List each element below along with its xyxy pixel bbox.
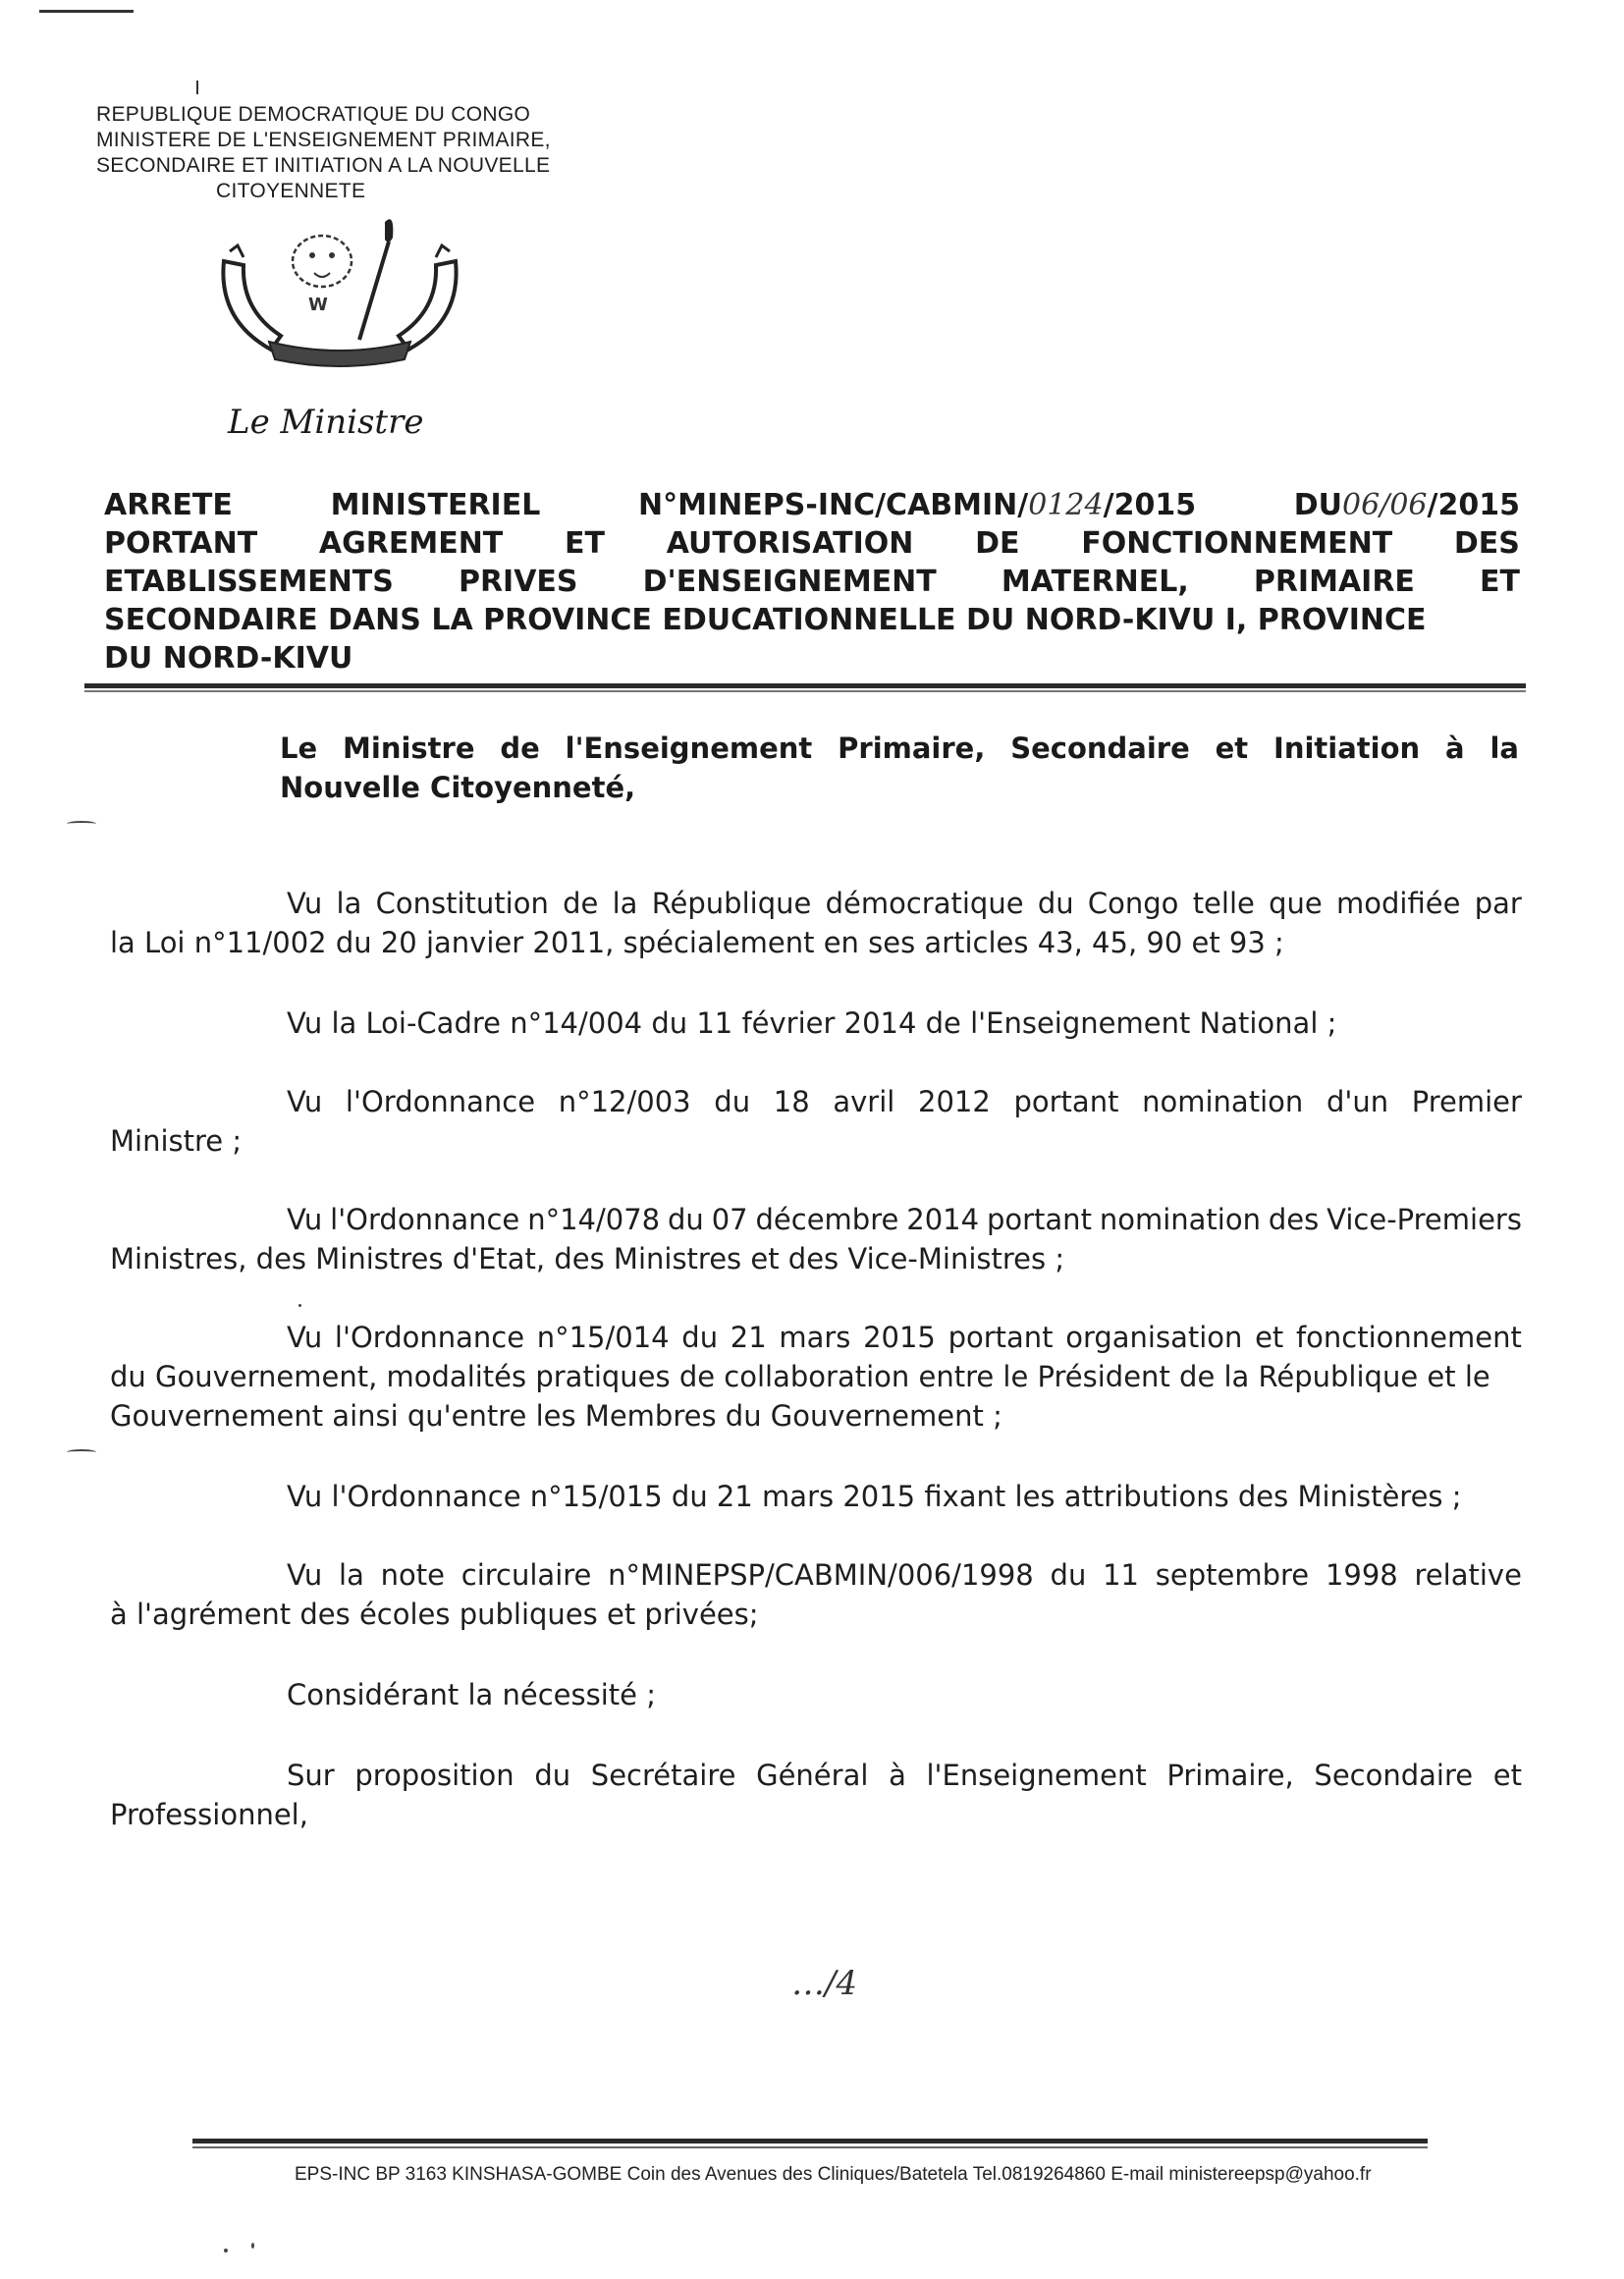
recital-word: avril (833, 1085, 895, 1118)
title-line-4: SECONDAIRE DANS LA PROVINCE EDUCATIONNELLE DU NORD-KIVU I, PROVINCE (104, 603, 1427, 637)
recital-line: à l'agrément des écoles publiques et privées; (110, 1598, 759, 1631)
recital-word: 2015 (863, 1321, 936, 1354)
recital-paragraph (110, 1004, 1522, 1043)
recital-first-line (110, 1318, 1522, 1357)
recital-word: proposition (354, 1759, 514, 1792)
preamble-line-2: Nouvelle Citoyenneté, (280, 771, 636, 804)
title-word: DU (1293, 488, 1343, 522)
recital-line: la Loi n°11/002 du 20 janvier 2011, spécialement en ses articles 43, 45, 90 et 93 ; (110, 926, 1284, 959)
title-word: DES (1453, 526, 1520, 561)
recital-first-line: Vu l'Ordonnance n°15/015 du 21 mars 2015 fixant les attributions des Ministères ; (287, 1480, 1462, 1513)
title-word: PORTANT (104, 526, 258, 561)
title-word: MINISTERIEL (330, 488, 541, 522)
title-word: ETABLISSEMENTS (104, 565, 394, 599)
recital-first-line (110, 1555, 1522, 1595)
recital-paragraph (110, 1555, 1522, 1634)
title-word: /2015 (1427, 488, 1520, 522)
preamble-word: Secondaire (1010, 732, 1190, 765)
title-word: ARRETE (104, 488, 233, 522)
handwritten-date: 06/06 (1342, 488, 1428, 522)
recital-word: la (612, 887, 638, 920)
scan-speck (251, 2243, 254, 2249)
recital-first-line: Vu la Loi-Cadre n°14/004 du 11 février 2014 de l'Enseignement National ; (287, 1006, 1337, 1040)
recital-word: Général (756, 1759, 869, 1792)
title-line-5: DU NORD-KIVU (104, 641, 353, 676)
page-continuation-mark: …/4 (791, 1964, 858, 2003)
footer-rule (192, 2146, 1428, 2148)
recital-first-line (110, 884, 1522, 923)
title-word: PRIVES (458, 565, 578, 599)
scan-speck (298, 1304, 301, 1307)
recital-word: 2012 (918, 1085, 991, 1118)
recital-word: Premier (1411, 1085, 1522, 1118)
handwritten-number: 0124 (1028, 488, 1104, 522)
title-word: PRIMAIRE (1253, 565, 1415, 599)
recital-word: nomination (1099, 1203, 1261, 1236)
recital-word: par (1474, 887, 1522, 920)
title-word: ET (565, 526, 605, 561)
recital-word: décembre (755, 1203, 899, 1236)
recital-paragraph (110, 1756, 1522, 1834)
recital-word: l'Enseignement (926, 1759, 1147, 1792)
recital-word: telle (1192, 887, 1255, 920)
recital-word: du (668, 1203, 704, 1236)
recital-word: du (534, 1759, 571, 1792)
preamble-word: Primaire, (838, 732, 986, 765)
title-word: AGREMENT (318, 526, 504, 561)
recital-word: République (651, 887, 812, 920)
recital-word: Constitution (375, 887, 549, 920)
signatory-title: Le Ministre (228, 403, 424, 442)
recital-word: Vu (287, 1321, 323, 1354)
title-word: MATERNEL, (1001, 565, 1189, 599)
recital-word: et (1492, 1759, 1522, 1792)
title-word: ET (1480, 565, 1520, 599)
recital-line: Ministres, des Ministres d'Etat, des Ministres et des Vice-Ministres ; (110, 1242, 1065, 1275)
preamble-word: Ministre (343, 732, 475, 765)
letterhead-country: REPUBLIQUE DEMOCRATIQUE DU CONGO (96, 103, 531, 126)
footer-address: EPS-INC BP 3163 KINSHASA-GOMBE Coin des Avenues des Cliniques/Batetela Tel.0819264860 E-mail ministereepsp@yahoo.fr (295, 2164, 1372, 2185)
recital-word: n°MINEPSP/CABMIN/006/1998 (608, 1558, 1034, 1592)
recital-word: du (1037, 887, 1074, 920)
recital-word: n°14/078 (527, 1203, 661, 1236)
recital-word: l'Ordonnance (330, 1203, 520, 1236)
recital-word: n°12/003 (558, 1085, 691, 1118)
recital-word: du (714, 1085, 751, 1118)
recital-word: 2014 (906, 1203, 980, 1236)
recital-word: 11 (1103, 1558, 1140, 1592)
letterhead-ministry-line1: MINISTERE DE L'ENSEIGNEMENT PRIMAIRE, (96, 129, 551, 151)
recital-word: 07 (711, 1203, 748, 1236)
recital-word: l'Ordonnance (345, 1085, 536, 1118)
recital-word: relative (1414, 1558, 1522, 1592)
recital-word: démocratique (825, 887, 1024, 920)
recital-paragraph (110, 1675, 1522, 1714)
recital-first-line (110, 1756, 1522, 1795)
recital-word: à (889, 1759, 906, 1792)
recital-paragraph (110, 1082, 1522, 1161)
recital-first-line (110, 1082, 1522, 1121)
recital-word: septembre (1155, 1558, 1310, 1592)
recital-word: note (380, 1558, 445, 1592)
svg-text:W: W (308, 295, 328, 315)
recital-word: et (1255, 1321, 1284, 1354)
recital-word: la (336, 887, 362, 920)
recital-word: d'un (1326, 1085, 1389, 1118)
title-word: N°MINEPS-INC/CABMIN/ (638, 488, 1029, 522)
preamble-word: l'Enseignement (565, 732, 813, 765)
recital-paragraph (110, 1477, 1522, 1516)
preamble-word: la (1489, 732, 1519, 765)
preamble-word: à (1445, 732, 1465, 765)
recital-word: fonctionnement (1295, 1321, 1522, 1354)
preamble-word: Le (280, 732, 318, 765)
recital-word: Secrétaire (590, 1759, 736, 1792)
letterhead-ministry-line2: SECONDAIRE ET INITIATION A LA NOUVELLE (96, 154, 551, 177)
recital-line: Ministre ; (110, 1124, 243, 1158)
recital-word: portant (947, 1321, 1054, 1354)
title-word: /2015 (1103, 488, 1197, 522)
scan-speck (224, 2249, 228, 2252)
recital-word: Vu (287, 1203, 323, 1236)
title-word: DE (975, 526, 1020, 561)
recital-word: portant (986, 1203, 1092, 1236)
recital-word: Congo (1087, 887, 1179, 920)
recital-paragraph (110, 1200, 1522, 1278)
recital-word: circulaire (460, 1558, 592, 1592)
recital-word: 1998 (1325, 1558, 1398, 1592)
title-word: D'ENSEIGNEMENT (642, 565, 937, 599)
letterhead-ministry-line3: CITOYENNETE (216, 180, 366, 202)
title-word: FONCTIONNEMENT (1081, 526, 1393, 561)
recital-word: l'Ordonnance (334, 1321, 525, 1354)
recital-word: Vu (287, 1085, 323, 1118)
preamble-word: et (1215, 732, 1249, 765)
recital-paragraph (110, 884, 1522, 962)
footer-rule (192, 2139, 1428, 2143)
recital-word: des (1268, 1203, 1320, 1236)
recital-word: de (563, 887, 599, 920)
recital-paragraph (110, 1318, 1522, 1436)
recital-word: mars (779, 1321, 851, 1354)
recital-word: Vu (287, 1558, 323, 1592)
recital-word: modifiée (1336, 887, 1461, 920)
recital-word: Primaire, (1166, 1759, 1294, 1792)
title-word: AUTORISATION (666, 526, 914, 561)
recital-line: du Gouvernement, modalités pratiques de collaboration entre le Président de la République et le (110, 1360, 1490, 1393)
recital-first-line: Considérant la nécessité ; (287, 1678, 656, 1711)
preamble-word: Initiation (1273, 732, 1421, 765)
recital-word: Sur (287, 1759, 335, 1792)
recital-line: Gouvernement ainsi qu'entre les Membres du Gouvernement ; (110, 1399, 1002, 1433)
recital-word: portant (1013, 1085, 1119, 1118)
recital-word: 21 (730, 1321, 767, 1354)
recital-word: du (681, 1321, 719, 1354)
recital-word: organisation (1065, 1321, 1243, 1354)
recital-word: Secondaire (1314, 1759, 1474, 1792)
recital-word: nomination (1142, 1085, 1304, 1118)
recital-line: Professionnel, (110, 1798, 308, 1831)
recital-word: Vice-Premiers (1326, 1203, 1522, 1236)
preamble-word: de (500, 732, 540, 765)
recital-word: que (1269, 887, 1323, 920)
recital-word: 18 (773, 1085, 810, 1118)
recital-word: du (1050, 1558, 1087, 1592)
recital-first-line (110, 1200, 1522, 1239)
recital-word: Vu (287, 887, 323, 920)
recital-word: n°15/014 (536, 1321, 670, 1354)
recital-word: la (339, 1558, 364, 1592)
